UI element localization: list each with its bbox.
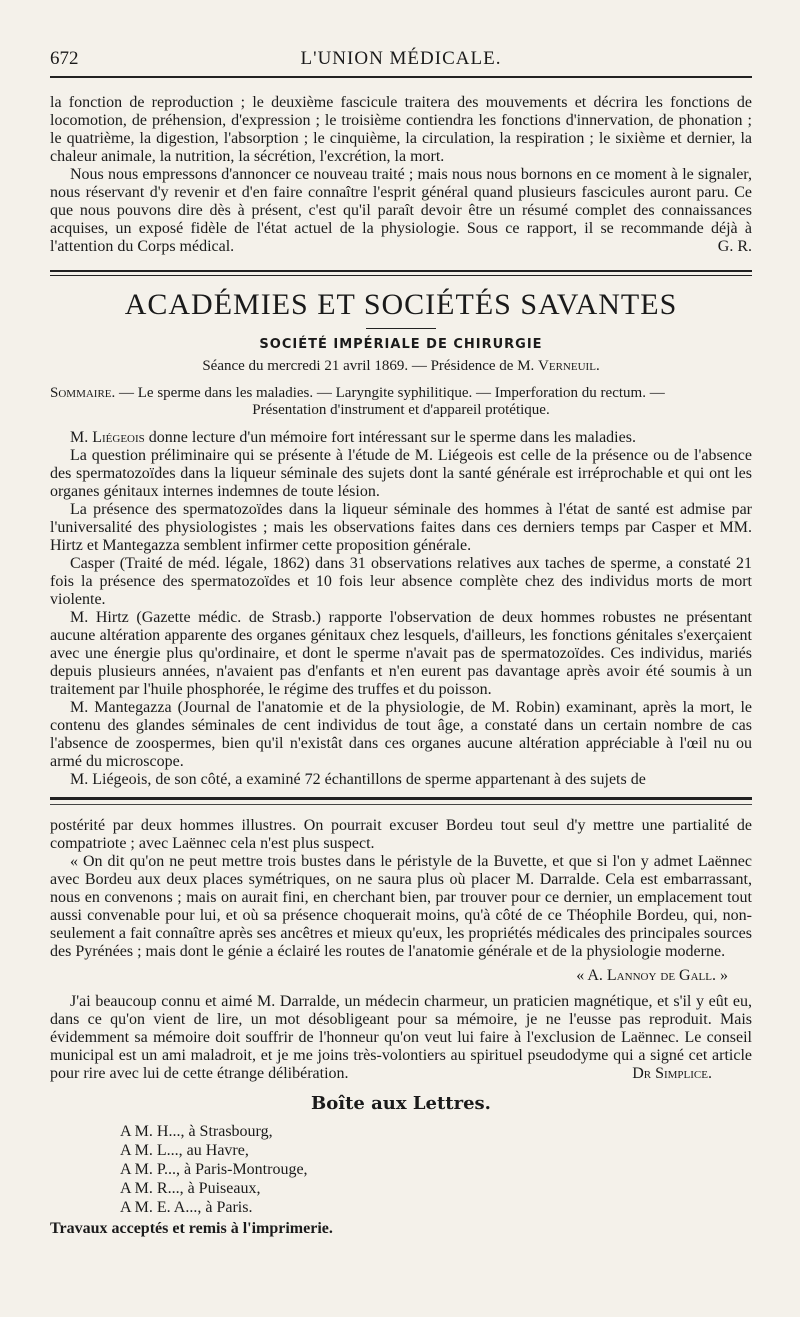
feuilleton-signature: Dr Simplice. (632, 1065, 712, 1082)
society-title: SOCIÉTÉ IMPÉRIALE DE CHIRURGIE (259, 337, 543, 352)
feuilleton-paragraph-3: J'ai beaucoup connu et aimé M. Darralde, un médecin charmeur, un praticien magnétique, et s'il y eût eu, dans ce qu'on vient de lire, un mot désobligeant pour sa mémoire, je ne l'eusse pas reproduit. Mais évidemment sa mémoire doit souffrir de l'honneur qu'on veut lui faire à l'exclusion de Laënnec. Le conseil municipal est un ami maladroit, et je me joins très-volontiers au spirituel pseudodyme qui a signé cet article pour rire avec lui de cette étrange délibération. (50, 993, 752, 1082)
letters-closing: Travaux acceptés et remis à l'imprimerie. (50, 1220, 333, 1237)
session-president: Verneuil (538, 358, 596, 374)
title-underline (366, 328, 436, 329)
summary (50, 385, 752, 402)
summary-label: Sommaire. (50, 385, 116, 401)
feuilleton-paragraph-2: « On dit qu'on ne peut mettre trois bustes dans le péristyle de la Buvette, et que si l'on y admet Laënnec avec Bordeu aux deux places symétriques, on ne saura plus où placer M. Darralde. Cela est embarrassant, nous en convenons ; mais on aurait fini, en cherchant bien, par trouver pour ce dernier, un emplacement tout aussi convenable pour lui, et où sa présence choquerait moins, qu'à côté de ce Théophile Bordeu, qui, non-seulement a fait connaître après ses ancêtres et mieux qu'eux, les propriétés médicales des principales sources des Pyrénées ; mais dont le génie a éclairé les routes de l'anatomie générale et de la physiologie moderne. (50, 853, 752, 960)
summary-text-2: Présentation d'instrument et d'appareil protétique. (252, 402, 550, 418)
session-prefix: Séance du mercredi 21 avril 1869. — Présidence de M. (202, 358, 535, 374)
article-paragraph-7: M. Liégeois, de son côté, a examiné 72 échantillons de sperme appartenant à des sujets de (70, 771, 646, 788)
letter-item: A M. R..., à Puiseaux, (120, 1180, 261, 1197)
intro-signature: G. R. (717, 238, 752, 255)
feuilleton (50, 817, 752, 1083)
feuilleton-divider (50, 797, 752, 805)
page-number: 672 (50, 48, 79, 69)
intro-paragraph-2 (50, 166, 752, 256)
letter-item: A M. H..., à Strasbourg, (120, 1123, 273, 1140)
intro-paragraph-2-text: Nous nous empressons d'annoncer ce nouveau traité ; mais nous nous bornons en ce moment à le signaler, nous réservant d'y revenir et d'en faire connaître l'esprit général quand plusieurs fascicules auront paru. Ce que nous pouvons dire dès à présent, c'est qu'il paraît devoir être un résumé complet des connaissances acquises, un exposé fidèle de l'état actuel de la physiologie. Sous ce rapport, il se recommande déjà à l'attention du Corps médical. (50, 166, 752, 255)
intro-paragraph-1: la fonction de reproduction ; le deuxième fascicule traitera des mouvements et décrira les fonctions de locomotion, de préhension, d'expression ; le troisième contiendra les fonctions d'innervation, de phonation ; le quatrième, la digestion, l'absorption ; le cinquième, la circulation, la respiration ; le sixième et dernier, la chaleur animale, la nutrition, la sécrétion, l'excrétion, la mort. (50, 94, 752, 165)
running-title: L'UNION MÉDICALE. (300, 48, 502, 69)
letters-title: Boîte aux Lettres. (311, 1093, 491, 1114)
article-author: M. Liégeois (70, 429, 145, 446)
letter-item: A M. E. A..., à Paris. (120, 1199, 253, 1216)
article-paragraph-1-text: donne lecture d'un mémoire fort intéressant sur le sperme dans les maladies. (148, 429, 636, 446)
page-header (50, 46, 752, 78)
article-paragraph-2: La question préliminaire qui se présente à l'étude de M. Liégeois est celle de la présence ou de l'absence des spermatozoïdes dans la liqueur séminale des sujets dont la santé générale est irréprochable et qui ont les organes génitaux internes indemnes de toute lésion. (50, 447, 752, 500)
feuilleton-paragraph-1: postérité par deux hommes illustres. On pourrait excuser Bordeu tout seul d'y mettre une partialité de compatriote ; avec Laënnec cela n'est plus suspect. (50, 817, 752, 852)
section-title: ACADÉMIES ET SOCIÉTÉS SAVANTES (124, 288, 678, 321)
letters-list (120, 1122, 752, 1217)
article-paragraph-5: M. Hirtz (Gazette médic. de Strasb.) rapporte l'observation de deux hommes robustes ne présentant aucune altération apparente des organes génitaux chez lesquels, d'ailleurs, les fonctions génitales s'exerçaient avec une énergie plus qu'ordinaire, et dont le sperme n'avait pas de spermatozoïdes. Ces individus, mariés depuis plusieurs années, n'avaient pas d'enfants et n'en eurent pas davantage après avoir été soumis à un traitement par l'huile phosphorée, le régime des truffes et du poisson. (50, 609, 752, 698)
article-paragraph-3: La présence des spermatozoïdes dans la liqueur séminale des hommes à l'état de santé est admise par l'universalité des physiologistes ; mais les observations faites dans ces derniers temps par Casper et MM. Hirtz et Mantegazza semblent infirmer cette proposition générale. (50, 501, 752, 554)
letter-item: A M. L..., au Havre, (120, 1142, 249, 1159)
letter-item: A M. P..., à Paris-Montrouge, (120, 1161, 308, 1178)
article-paragraph-1 (50, 429, 752, 447)
session-line: Séance du mercredi 21 avril 1869. — Présidence de M. Verneuil. (202, 358, 600, 374)
quote-signature: « A. Lannoy de Gall. » (576, 967, 728, 984)
section-divider (50, 270, 752, 276)
article-body (50, 429, 752, 789)
article-paragraph-4: Casper (Traité de méd. légale, 1862) dans 31 observations relatives aux taches de sperme, a constaté 21 fois la présence des spermatozoïdes et 10 fois leur absence complète chez des individus morts de mort violente. (50, 555, 752, 608)
intro-section (50, 94, 752, 256)
summary-text: — Le sperme dans les maladies. — Laryngite syphilitique. — Imperforation du rectum. — (119, 385, 665, 401)
article-paragraph-6: M. Mantegazza (Journal de l'anatomie et de la physiologie, de M. Robin) examinant, après la mort, le contenu des glandes séminales de cent individus de tout âge, a constaté dans un certain nombre de cas l'absence de zoospermes, bien qu'il n'existât dans ces organes aucune altération appréciable à l'œil nu ou armé du microscope. (50, 699, 752, 770)
